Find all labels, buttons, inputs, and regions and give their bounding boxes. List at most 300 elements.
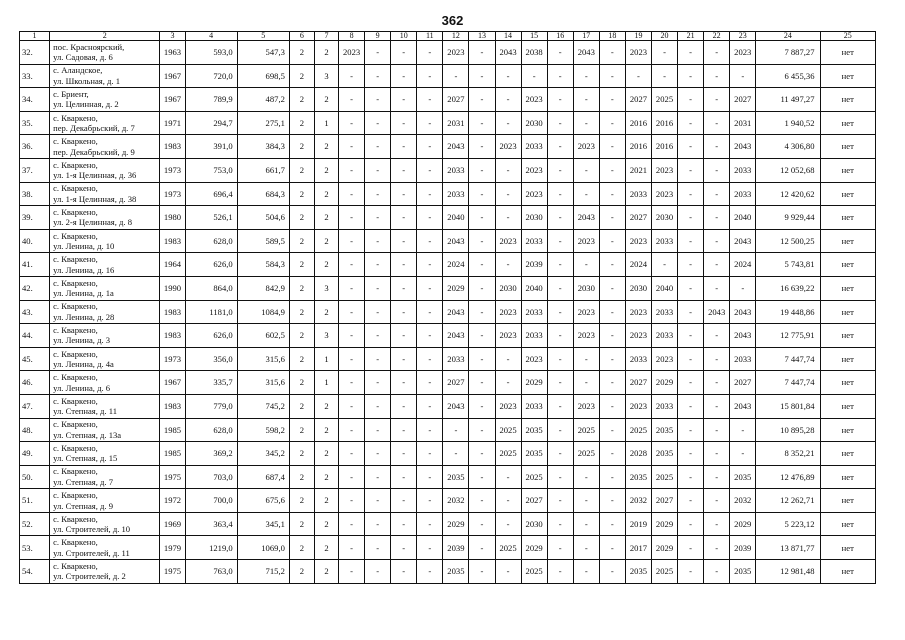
row-number: 38. xyxy=(20,182,50,206)
area-cell: 391,0 xyxy=(185,135,237,159)
settlement-name: с. Кваркено, xyxy=(53,419,98,430)
table-cell: - xyxy=(599,253,625,277)
column-header: 15 xyxy=(521,32,547,41)
address-cell xyxy=(50,64,160,88)
year-cell: 1983 xyxy=(160,394,185,418)
table-cell: - xyxy=(365,560,391,584)
area-cell: 698,5 xyxy=(237,64,289,88)
year-cell: 1983 xyxy=(160,324,185,348)
settlement-name: с. Кваркено, xyxy=(53,183,98,194)
cost-cell: 11 497,27 xyxy=(756,88,820,112)
table-cell: 2040 xyxy=(521,276,547,300)
table-cell: - xyxy=(599,88,625,112)
table-cell: - xyxy=(391,442,417,466)
table-cell: 2025 xyxy=(573,418,599,442)
table-cell: - xyxy=(704,394,730,418)
table-cell: - xyxy=(599,442,625,466)
table-cell: 2027 xyxy=(521,489,547,513)
table-cell: - xyxy=(704,182,730,206)
status-cell: нет xyxy=(820,465,875,489)
table-cell: 2 xyxy=(289,253,314,277)
table-cell: - xyxy=(339,489,365,513)
table-cell: - xyxy=(651,64,677,88)
table-cell: - xyxy=(339,394,365,418)
cost-cell: 4 306,80 xyxy=(756,135,820,159)
table-cell: 2032 xyxy=(730,489,756,513)
table-cell: - xyxy=(469,111,495,135)
table-cell: - xyxy=(704,347,730,371)
year-cell: 1971 xyxy=(160,111,185,135)
table-cell: - xyxy=(704,418,730,442)
table-row xyxy=(20,418,876,442)
table-cell: - xyxy=(365,465,391,489)
area-cell: 363,4 xyxy=(185,512,237,536)
table-cell: - xyxy=(678,64,704,88)
table-cell: 2 xyxy=(289,88,314,112)
settlement-name: с. Кваркено, xyxy=(53,372,98,383)
table-cell: - xyxy=(678,300,704,324)
table-cell: - xyxy=(391,182,417,206)
address-cell xyxy=(50,442,160,466)
table-cell: 2 xyxy=(314,465,338,489)
table-cell: - xyxy=(495,182,521,206)
table-cell: 2027 xyxy=(730,88,756,112)
table-cell: 2030 xyxy=(625,276,651,300)
address-cell xyxy=(50,158,160,182)
address-cell xyxy=(50,418,160,442)
table-cell: - xyxy=(469,300,495,324)
row-number: 52. xyxy=(20,512,50,536)
table-cell: 1 xyxy=(314,347,338,371)
address-cell xyxy=(50,111,160,135)
table-cell: 2 xyxy=(314,206,338,230)
table-cell: - xyxy=(339,371,365,395)
table-cell: - xyxy=(678,371,704,395)
table-cell: - xyxy=(391,253,417,277)
cost-cell: 19 448,86 xyxy=(756,300,820,324)
table-cell: - xyxy=(730,418,756,442)
cost-cell: 12 775,91 xyxy=(756,324,820,348)
table-cell: 2023 xyxy=(495,394,521,418)
settlement-name: с. Кваркено, xyxy=(53,301,98,312)
row-number: 34. xyxy=(20,88,50,112)
table-cell: - xyxy=(678,324,704,348)
table-cell: 2039 xyxy=(443,536,469,560)
table-cell: - xyxy=(547,560,573,584)
street-address: пер. Декабрьский, д. 9 xyxy=(53,146,135,157)
table-cell: - xyxy=(391,465,417,489)
status-cell: нет xyxy=(820,489,875,513)
address-cell xyxy=(50,489,160,513)
table-cell: - xyxy=(599,324,625,348)
table-cell: 2 xyxy=(314,300,338,324)
table-cell: 2043 xyxy=(730,300,756,324)
table-cell: - xyxy=(573,536,599,560)
area-cell: 842,9 xyxy=(237,276,289,300)
table-cell: - xyxy=(469,347,495,371)
table-cell: - xyxy=(599,536,625,560)
status-cell: нет xyxy=(820,111,875,135)
table-cell: - xyxy=(547,418,573,442)
table-cell: 2 xyxy=(289,64,314,88)
table-cell: - xyxy=(547,465,573,489)
status-cell: нет xyxy=(820,560,875,584)
column-header: 14 xyxy=(495,32,521,41)
address-cell xyxy=(50,560,160,584)
table-cell: - xyxy=(704,229,730,253)
cost-cell: 12 420,62 xyxy=(756,182,820,206)
year-cell: 1964 xyxy=(160,253,185,277)
table-cell: - xyxy=(547,41,573,65)
table-cell: - xyxy=(704,465,730,489)
address-cell xyxy=(50,229,160,253)
table-row xyxy=(20,442,876,466)
table-cell: 2043 xyxy=(443,300,469,324)
table-cell: 2032 xyxy=(443,489,469,513)
table-cell: - xyxy=(365,489,391,513)
table-cell: 2 xyxy=(289,182,314,206)
settlement-name: с. Кваркено, xyxy=(53,395,98,406)
area-cell: 684,3 xyxy=(237,182,289,206)
area-cell: 696,4 xyxy=(185,182,237,206)
table-cell: - xyxy=(599,394,625,418)
table-cell: 2016 xyxy=(651,135,677,159)
street-address: ул. Степная, д. 13а xyxy=(53,429,122,440)
table-cell: - xyxy=(391,88,417,112)
table-cell: - xyxy=(495,253,521,277)
table-cell: - xyxy=(469,465,495,489)
table-cell: - xyxy=(365,111,391,135)
table-cell: - xyxy=(417,300,443,324)
table-cell: - xyxy=(599,371,625,395)
table-cell: - xyxy=(339,347,365,371)
cost-cell: 7 887,27 xyxy=(756,41,820,65)
address-cell xyxy=(50,371,160,395)
table-cell: - xyxy=(417,536,443,560)
cost-cell: 5 743,81 xyxy=(756,253,820,277)
table-row xyxy=(20,394,876,418)
table-cell: - xyxy=(339,229,365,253)
table-cell: 2035 xyxy=(521,418,547,442)
table-cell: 2 xyxy=(314,442,338,466)
table-cell: 2030 xyxy=(521,512,547,536)
table-cell: - xyxy=(495,371,521,395)
table-cell: 2039 xyxy=(521,253,547,277)
table-cell: - xyxy=(678,135,704,159)
table-cell: 2040 xyxy=(730,206,756,230)
table-cell: - xyxy=(391,158,417,182)
table-cell: - xyxy=(365,41,391,65)
table-cell: - xyxy=(391,347,417,371)
table-cell: 2043 xyxy=(495,41,521,65)
area-cell: 602,5 xyxy=(237,324,289,348)
area-cell: 628,0 xyxy=(185,418,237,442)
table-row xyxy=(20,158,876,182)
table-cell: 2033 xyxy=(521,324,547,348)
table-cell: - xyxy=(547,324,573,348)
table-cell: 2024 xyxy=(625,253,651,277)
table-cell: - xyxy=(599,64,625,88)
table-cell: - xyxy=(417,512,443,536)
row-number: 37. xyxy=(20,158,50,182)
table-row xyxy=(20,135,876,159)
table-cell: 2023 xyxy=(625,394,651,418)
street-address: ул. Ленина, д. 28 xyxy=(53,311,115,322)
column-header: 8 xyxy=(339,32,365,41)
table-cell: - xyxy=(573,465,599,489)
table-row xyxy=(20,347,876,371)
table-cell: - xyxy=(391,324,417,348)
table-cell: - xyxy=(678,512,704,536)
table-cell: - xyxy=(704,560,730,584)
table-cell: 2033 xyxy=(625,182,651,206)
table-cell: - xyxy=(495,560,521,584)
year-cell: 1990 xyxy=(160,276,185,300)
table-cell: - xyxy=(678,111,704,135)
table-cell: 2025 xyxy=(625,418,651,442)
settlement-name: пос. Красноярский, xyxy=(53,41,125,52)
cost-cell: 1 940,52 xyxy=(756,111,820,135)
table-cell: - xyxy=(365,182,391,206)
table-cell: - xyxy=(339,560,365,584)
table-cell: - xyxy=(704,536,730,560)
table-cell: 2023 xyxy=(625,41,651,65)
table-cell: 2033 xyxy=(625,347,651,371)
table-row xyxy=(20,324,876,348)
table-cell: - xyxy=(365,536,391,560)
cost-cell: 9 929,44 xyxy=(756,206,820,230)
area-cell: 504,6 xyxy=(237,206,289,230)
table-cell: - xyxy=(365,276,391,300)
table-cell: - xyxy=(339,158,365,182)
table-cell: - xyxy=(599,229,625,253)
table-cell: - xyxy=(547,512,573,536)
table-cell: 2033 xyxy=(730,347,756,371)
row-number: 40. xyxy=(20,229,50,253)
table-cell: 2 xyxy=(289,300,314,324)
cost-cell: 15 801,84 xyxy=(756,394,820,418)
year-cell: 1983 xyxy=(160,300,185,324)
table-cell: - xyxy=(599,135,625,159)
status-cell: нет xyxy=(820,347,875,371)
street-address: ул. Строителей, д. 11 xyxy=(53,547,130,558)
area-cell: 315,6 xyxy=(237,371,289,395)
address-cell xyxy=(50,276,160,300)
table-cell: 2 xyxy=(314,158,338,182)
table-cell: - xyxy=(678,41,704,65)
table-cell: 2 xyxy=(289,324,314,348)
area-cell: 384,3 xyxy=(237,135,289,159)
table-cell: - xyxy=(495,88,521,112)
table-cell: - xyxy=(547,88,573,112)
status-cell: нет xyxy=(820,206,875,230)
cost-cell: 12 500,25 xyxy=(756,229,820,253)
area-cell: 700,0 xyxy=(185,489,237,513)
settlement-name: с. Аландское, xyxy=(53,65,103,76)
table-cell: - xyxy=(339,300,365,324)
table-cell: 2025 xyxy=(651,465,677,489)
year-cell: 1985 xyxy=(160,442,185,466)
area-cell: 598,2 xyxy=(237,418,289,442)
year-cell: 1983 xyxy=(160,135,185,159)
table-cell: - xyxy=(469,394,495,418)
column-header: 20 xyxy=(651,32,677,41)
table-cell: - xyxy=(339,64,365,88)
column-header: 10 xyxy=(391,32,417,41)
table-cell: 2028 xyxy=(625,442,651,466)
table-cell: 2021 xyxy=(625,158,651,182)
area-cell: 720,0 xyxy=(185,64,237,88)
year-cell: 1980 xyxy=(160,206,185,230)
table-row xyxy=(20,206,876,230)
table-cell: 2023 xyxy=(625,300,651,324)
table-cell: 2043 xyxy=(573,206,599,230)
table-cell: - xyxy=(417,418,443,442)
table-cell: - xyxy=(391,206,417,230)
table-cell: - xyxy=(678,442,704,466)
settlement-name: с. Кваркено, xyxy=(53,136,98,147)
table-cell: - xyxy=(339,253,365,277)
status-cell: нет xyxy=(820,41,875,65)
table-cell: 2030 xyxy=(495,276,521,300)
table-cell: - xyxy=(599,465,625,489)
table-cell: 2 xyxy=(314,41,338,65)
table-cell: - xyxy=(704,442,730,466)
table-cell: 2043 xyxy=(443,324,469,348)
column-header: 25 xyxy=(820,32,875,41)
row-number: 48. xyxy=(20,418,50,442)
settlement-name: с. Кваркено, xyxy=(53,112,98,123)
table-cell: 2023 xyxy=(651,182,677,206)
row-number: 46. xyxy=(20,371,50,395)
table-cell: - xyxy=(495,206,521,230)
table-cell: 2039 xyxy=(730,536,756,560)
table-cell: - xyxy=(573,560,599,584)
table-cell: - xyxy=(417,88,443,112)
area-cell: 589,5 xyxy=(237,229,289,253)
table-cell: - xyxy=(678,253,704,277)
table-cell: - xyxy=(339,418,365,442)
year-cell: 1969 xyxy=(160,512,185,536)
column-header: 12 xyxy=(443,32,469,41)
address-cell xyxy=(50,394,160,418)
settlement-name: с. Кваркено, xyxy=(53,159,98,170)
cost-cell: 12 052,68 xyxy=(756,158,820,182)
area-cell: 547,3 xyxy=(237,41,289,65)
area-cell: 626,0 xyxy=(185,324,237,348)
table-cell: - xyxy=(469,536,495,560)
table-cell: - xyxy=(547,536,573,560)
table-cell: 2033 xyxy=(443,158,469,182)
table-cell: 2023 xyxy=(495,324,521,348)
table-cell: - xyxy=(391,64,417,88)
table-cell: 2027 xyxy=(443,88,469,112)
table-cell: 2043 xyxy=(443,135,469,159)
status-cell: нет xyxy=(820,394,875,418)
area-cell: 626,0 xyxy=(185,253,237,277)
table-cell: 2 xyxy=(289,135,314,159)
table-cell: 2023 xyxy=(521,158,547,182)
area-cell: 745,2 xyxy=(237,394,289,418)
table-row xyxy=(20,182,876,206)
table-cell: - xyxy=(599,418,625,442)
table-cell: 2024 xyxy=(730,253,756,277)
table-cell: - xyxy=(547,182,573,206)
street-address: ул. Ленина, д. 3 xyxy=(53,335,111,346)
table-cell: 2033 xyxy=(521,135,547,159)
table-cell: - xyxy=(704,88,730,112)
status-cell: нет xyxy=(820,276,875,300)
table-cell: - xyxy=(391,300,417,324)
street-address: ул. 1-я Целинная, д. 38 xyxy=(53,193,137,204)
table-cell: - xyxy=(417,371,443,395)
table-cell: - xyxy=(573,111,599,135)
cost-cell: 6 455,36 xyxy=(756,64,820,88)
table-cell: - xyxy=(391,394,417,418)
area-cell: 661,7 xyxy=(237,158,289,182)
table-cell: 2025 xyxy=(651,560,677,584)
table-cell: - xyxy=(625,64,651,88)
table-cell: - xyxy=(573,489,599,513)
table-cell: - xyxy=(417,182,443,206)
column-header: 6 xyxy=(289,32,314,41)
settlement-name: с. Кваркено, xyxy=(53,466,98,477)
table-cell: - xyxy=(573,182,599,206)
cost-cell: 7 447,74 xyxy=(756,347,820,371)
table-cell: - xyxy=(365,300,391,324)
street-address: ул. Строителей, д. 10 xyxy=(53,524,131,535)
table-cell: - xyxy=(678,394,704,418)
status-cell: нет xyxy=(820,64,875,88)
table-row xyxy=(20,465,876,489)
row-number: 43. xyxy=(20,300,50,324)
table-cell: - xyxy=(495,111,521,135)
table-cell: - xyxy=(469,229,495,253)
table-cell: 2030 xyxy=(521,206,547,230)
street-address: ул. Садовая, д. 6 xyxy=(53,52,113,63)
table-cell: 2035 xyxy=(730,560,756,584)
column-header: 5 xyxy=(237,32,289,41)
table-cell: 3 xyxy=(314,276,338,300)
street-address: пер. Декабрьский, д. 7 xyxy=(53,123,135,134)
table-cell: - xyxy=(365,418,391,442)
table-cell: 1 xyxy=(314,371,338,395)
cost-cell: 5 223,12 xyxy=(756,512,820,536)
table-cell: 2033 xyxy=(651,229,677,253)
table-cell: - xyxy=(573,253,599,277)
table-cell: 2 xyxy=(289,394,314,418)
table-cell: - xyxy=(678,229,704,253)
row-number: 36. xyxy=(20,135,50,159)
table-cell: - xyxy=(469,135,495,159)
table-cell: - xyxy=(391,489,417,513)
table-cell: - xyxy=(469,371,495,395)
table-cell: - xyxy=(469,64,495,88)
cost-cell: 16 639,22 xyxy=(756,276,820,300)
cost-cell: 12 981,48 xyxy=(756,560,820,584)
table-cell: - xyxy=(469,158,495,182)
table-cell: - xyxy=(365,442,391,466)
year-cell: 1973 xyxy=(160,347,185,371)
address-cell xyxy=(50,41,160,65)
table-row xyxy=(20,229,876,253)
table-cell: - xyxy=(417,489,443,513)
table-cell: 2029 xyxy=(651,371,677,395)
column-header: 21 xyxy=(678,32,704,41)
table-cell: - xyxy=(417,41,443,65)
table-cell: 2023 xyxy=(339,41,365,65)
table-row xyxy=(20,371,876,395)
